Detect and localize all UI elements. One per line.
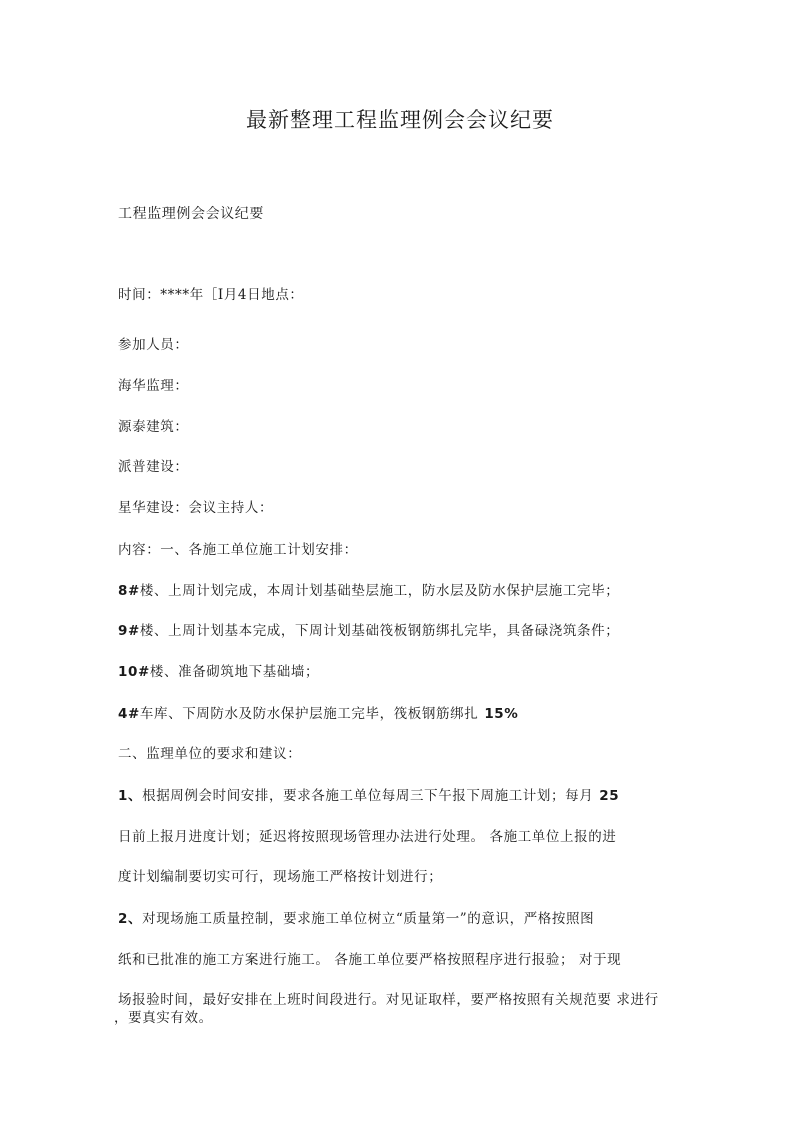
building-id: 8# xyxy=(118,583,140,599)
item-text: 对现场施工质量控制，要求施工单位树立“质量第一”的意识，严格按照图 xyxy=(142,911,595,927)
content-heading: 内容：一、各施工单位施工计划安排： xyxy=(118,542,358,558)
item2-line4: ，要真实有效。 xyxy=(114,1010,213,1026)
building-id: 4# xyxy=(118,706,140,722)
attendees-label: 参加人员： xyxy=(118,337,189,353)
item1-line2: 日前上报月进度计划；延迟将按照现场管理办法进行处理。 各施工单位上报的进 xyxy=(118,829,617,845)
garage-4-plan xyxy=(118,705,518,723)
building-plan-text: 楼、上周计划完成，本周计划基础垫层施工，防水层及防水保护层施工完毕； xyxy=(139,583,620,599)
item-number: 2、 xyxy=(118,911,143,927)
meeting-time-location: 时间：****年［I月4日地点： xyxy=(118,287,304,303)
item1-line3: 度计划编制要切实可行，现场施工严格按计划进行； xyxy=(118,869,443,885)
building-9-plan xyxy=(118,622,619,640)
building-10-plan xyxy=(118,663,319,681)
item2-line3: 场报验时间，最好安排在上班时间段进行。对见证取样，要严格按照有关规范要 求进行 xyxy=(118,992,659,1008)
document-subtitle: 工程监理例会会议纪要 xyxy=(118,206,264,222)
item2-line1 xyxy=(118,910,594,928)
attendee-yuantai: 源泰建筑： xyxy=(118,419,189,435)
item1-line1 xyxy=(118,787,619,805)
building-plan-text: 楼、准备砌筑地下基础墙； xyxy=(149,664,320,680)
building-id: 9# xyxy=(118,623,140,639)
item-text: 根据周例会时间安排，要求各施工单位每周三下午报下周施工计划；每月 xyxy=(142,788,594,804)
building-plan-text: 楼、上周计划基本完成，下周计划基础筏板钢筋绑扎完毕，具备碌浇筑条件； xyxy=(139,623,620,639)
item2-line2: 纸和已批准的施工方案进行施工。 各施工单位要严格按照程序进行报验； 对于现 xyxy=(118,952,622,968)
building-id: 10# xyxy=(118,664,150,680)
building-plan-text: 车库、下周防水及防水保护层施工完毕，筏板钢筋绑扎 xyxy=(139,706,479,722)
day-number: 25 xyxy=(599,788,620,804)
item-number: 1、 xyxy=(118,788,143,804)
progress-percent: 15% xyxy=(484,706,519,722)
attendee-haihua: 海华监理： xyxy=(118,378,189,394)
building-8-plan xyxy=(118,582,619,600)
section2-heading: 二、监理单位的要求和建议： xyxy=(118,746,302,762)
document-title: 最新整理工程监理例会会议纪要 xyxy=(246,108,554,132)
attendee-paipu: 派普建设： xyxy=(118,459,189,475)
attendee-xinghua-host: 星华建设：会议主持人： xyxy=(118,500,274,516)
